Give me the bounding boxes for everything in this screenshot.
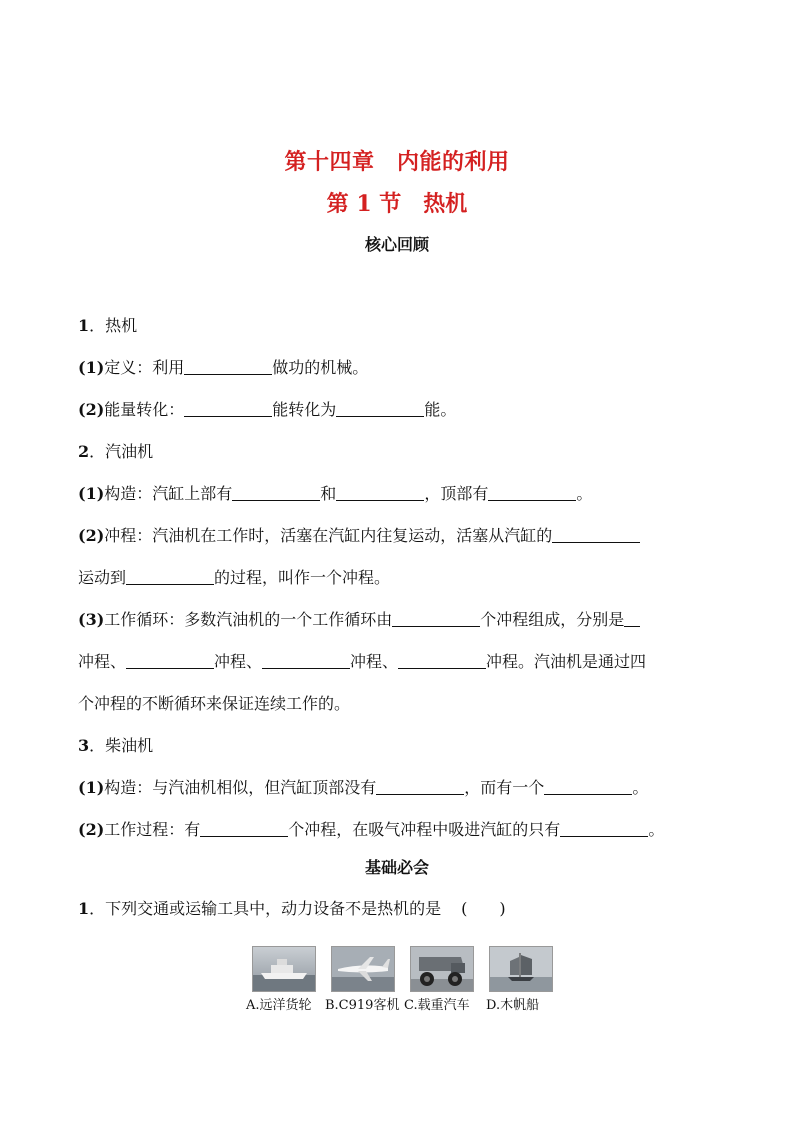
item-text: 个冲程组成，分别是 — [480, 610, 625, 629]
review-heading: 核心回顾 — [364, 235, 429, 254]
item-text: 冲程、 — [350, 652, 399, 671]
item-structure — [78, 483, 728, 505]
fill-blank[interactable] — [184, 358, 272, 375]
item-text: 冲程、 — [214, 652, 263, 671]
fill-blank[interactable] — [200, 820, 288, 837]
item-work-cycle-cont — [78, 651, 728, 673]
item-text: 冲程：汽油机在工作时，活塞在汽缸内往复运动，活塞从汽缸的 — [104, 526, 553, 545]
ship-image — [252, 946, 316, 992]
item-number: 2 — [78, 442, 90, 461]
item-text: 工作过程：有 — [104, 820, 201, 839]
item-text: 运动到 — [78, 568, 127, 587]
item-text: 个冲程的不断循环来保证连续工作的。 — [78, 694, 351, 713]
item-number: 3 — [78, 736, 90, 755]
item-number: (3) — [78, 610, 105, 629]
practice-heading: 基础必会 — [364, 858, 429, 877]
item-text: ．汽油机 — [89, 442, 154, 461]
item-text: 做功的机械。 — [272, 358, 369, 377]
fill-blank[interactable] — [392, 610, 480, 627]
item-text: ．柴油机 — [89, 736, 154, 755]
fill-blank[interactable] — [262, 652, 350, 669]
fill-blank[interactable] — [398, 652, 486, 669]
fill-blank[interactable] — [376, 778, 464, 795]
item-number: (2) — [78, 400, 105, 419]
option-caption: C.载重汽车 — [404, 998, 470, 1013]
item-text: 个冲程，在吸气冲程中吸进汽缸的只有 — [288, 820, 561, 839]
item-text: 构造：汽缸上部有 — [104, 484, 233, 503]
item-text: 。 — [648, 820, 665, 839]
item-definition — [78, 357, 728, 379]
item-text: 构造：与汽油机相似，但汽缸顶部没有 — [104, 778, 377, 797]
question-text: ．下列交通或运输工具中，动力设备不是热机的是 — [89, 899, 442, 918]
item-text: 定义：利用 — [104, 358, 185, 377]
fill-blank[interactable] — [624, 610, 640, 627]
fill-blank[interactable] — [552, 526, 640, 543]
item-work-cycle — [78, 609, 728, 631]
section-title: 第 1 节 热机 — [326, 191, 468, 217]
item-text: 冲程、 — [78, 652, 127, 671]
fill-blank[interactable] — [126, 568, 214, 585]
fill-blank[interactable] — [232, 484, 320, 501]
item-text: ．热机 — [89, 316, 138, 335]
item-text: 的过程，叫作一个冲程。 — [214, 568, 391, 587]
item-diesel-structure — [78, 777, 728, 799]
item-text: 工作循环：多数汽油机的一个工作循环由 — [104, 610, 393, 629]
item-gasoline-engine — [78, 441, 728, 463]
item-number: (2) — [78, 526, 105, 545]
item-text: 冲程。汽油机是通过四 — [486, 652, 647, 671]
question-1 — [78, 898, 728, 920]
fill-blank[interactable] — [336, 400, 424, 417]
item-number: (1) — [78, 484, 105, 503]
item-text: 能量转化： — [104, 400, 185, 419]
item-number: (1) — [78, 778, 105, 797]
fill-blank[interactable] — [488, 484, 576, 501]
item-heat-engine — [78, 315, 728, 337]
question-number: 1 — [78, 899, 90, 918]
option-images — [244, 946, 554, 1016]
item-text: 。 — [632, 778, 649, 797]
airplane-image — [331, 946, 395, 992]
item-stroke — [78, 525, 728, 547]
sailboat-image — [489, 946, 553, 992]
item-number: (1) — [78, 358, 105, 377]
item-number: 1 — [78, 316, 90, 335]
item-diesel-engine — [78, 735, 728, 757]
item-energy-conversion — [78, 399, 728, 421]
fill-blank[interactable] — [184, 400, 272, 417]
item-number: (2) — [78, 820, 105, 839]
item-text: 能。 — [424, 400, 457, 419]
chapter-title: 第十四章 内能的利用 — [284, 150, 510, 175]
fill-blank[interactable] — [560, 820, 648, 837]
item-work-cycle-end — [78, 693, 728, 715]
item-text: 。 — [576, 484, 593, 503]
item-text: 能转化为 — [272, 400, 337, 419]
fill-blank[interactable] — [336, 484, 424, 501]
fill-blank[interactable] — [126, 652, 214, 669]
item-text: 和 — [320, 484, 337, 503]
answer-paren[interactable]: ( ) — [461, 899, 506, 918]
option-caption: B.C919客机 — [325, 998, 400, 1013]
item-stroke-cont — [78, 567, 728, 589]
item-text: ，而有一个 — [464, 778, 545, 797]
item-text: ，顶部有 — [424, 484, 489, 503]
option-caption: D.木帆船 — [486, 998, 540, 1013]
item-diesel-process — [78, 819, 728, 841]
option-caption: A.远洋货轮 — [246, 998, 312, 1013]
fill-blank[interactable] — [544, 778, 632, 795]
truck-image — [410, 946, 474, 992]
